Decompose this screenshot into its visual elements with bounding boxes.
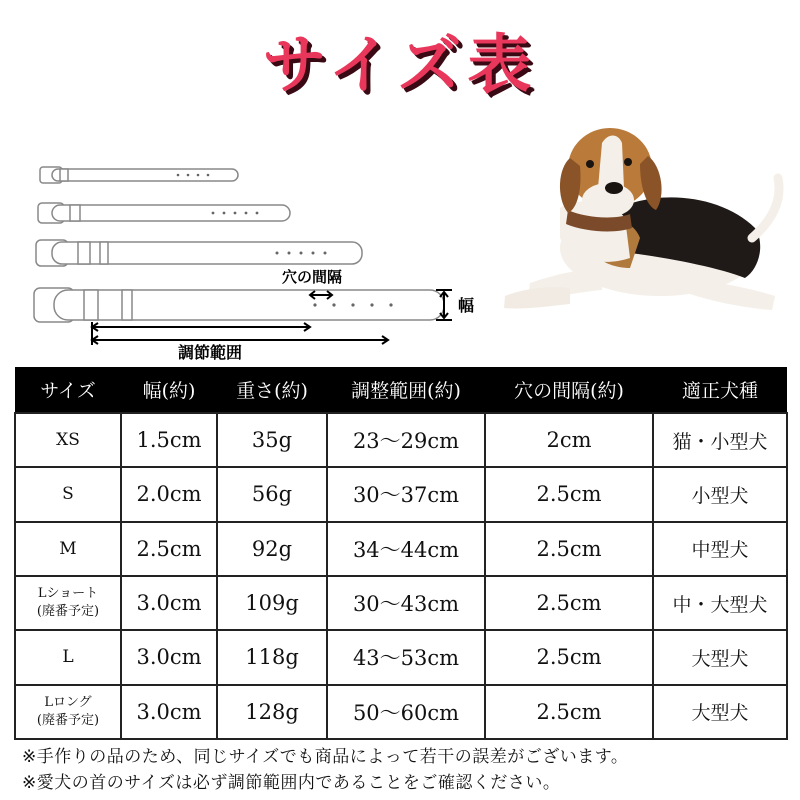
breed-cell: 中・大型犬 (653, 576, 787, 630)
note-line: ※愛犬の首のサイズは必ず調節範囲内であることをご確認ください。 (22, 773, 561, 793)
adjust-range-arrow (92, 322, 388, 345)
breed-cell: 猫・小型犬 (653, 413, 787, 467)
header-width: 幅(約) (121, 367, 217, 413)
size-name: Lショート (37, 586, 99, 602)
collar-s-illustration (38, 203, 290, 223)
spacing-cell: 2.5cm (485, 576, 653, 630)
table-header-row (15, 367, 787, 413)
adjust-range-label: 調節範囲 (178, 343, 243, 360)
breed-cell: 大型犬 (653, 630, 787, 684)
range-cell: 43～53cm (327, 630, 485, 684)
table-row (15, 413, 787, 467)
table-row (15, 522, 787, 576)
spacing-cell: 2.5cm (485, 630, 653, 684)
table-row (15, 467, 787, 521)
size-cell: M (15, 522, 121, 576)
beagle-dog-photo (490, 118, 790, 323)
width-cell: 3.0cm (121, 576, 217, 630)
collar-diagram (30, 150, 500, 360)
header-breed: 適正犬種 (653, 367, 787, 413)
table-row (15, 576, 787, 630)
header-hole-spacing: 穴の間隔(約) (485, 367, 653, 413)
breed-cell: 小型犬 (653, 467, 787, 521)
page-title: サイズ表 (262, 29, 538, 103)
weight-cell: 92g (217, 522, 327, 576)
size-note: (廃番予定) (36, 712, 100, 728)
size-cell (15, 685, 121, 739)
width-cell: 3.0cm (121, 685, 217, 739)
collar-xs-illustration (40, 167, 238, 183)
hole-spacing-label: 穴の間隔 (282, 268, 343, 286)
size-cell: S (15, 467, 121, 521)
spacing-cell: 2.5cm (485, 467, 653, 521)
width-label: 幅 (458, 296, 475, 315)
breed-cell: 大型犬 (653, 685, 787, 739)
weight-cell: 118g (217, 630, 327, 684)
collar-m-illustration (36, 240, 362, 266)
size-note: (廃番予定) (36, 604, 100, 620)
spacing-cell: 2cm (485, 413, 653, 467)
spacing-cell: 2.5cm (485, 522, 653, 576)
size-cell: XS (15, 413, 121, 467)
width-cell: 2.5cm (121, 522, 217, 576)
weight-cell: 109g (217, 576, 327, 630)
size-name: Lロング (44, 694, 92, 710)
collar-l-illustration (34, 288, 444, 322)
range-cell: 50～60cm (327, 685, 485, 739)
width-cell: 2.0cm (121, 467, 217, 521)
size-table (14, 367, 788, 740)
header-size: サイズ (15, 367, 121, 413)
range-cell: 30～37cm (327, 467, 485, 521)
width-cell: 3.0cm (121, 630, 217, 684)
size-cell (15, 576, 121, 630)
weight-cell: 35g (217, 413, 327, 467)
range-cell: 34～44cm (327, 522, 485, 576)
breed-cell: 中型犬 (653, 522, 787, 576)
width-cell: 1.5cm (121, 413, 217, 467)
range-cell: 30～43cm (327, 576, 485, 630)
header-weight: 重さ(約) (217, 367, 327, 413)
range-cell: 23～29cm (327, 413, 485, 467)
table-row (15, 630, 787, 684)
weight-cell: 56g (217, 467, 327, 521)
notes (22, 744, 792, 796)
table-row (15, 685, 787, 739)
header-adjust-range: 調整範囲(約) (327, 367, 485, 413)
note-line: ※手作りの品のため、同じサイズでも商品によって若干の誤差がございます。 (22, 747, 629, 767)
size-cell: L (15, 630, 121, 684)
spacing-cell: 2.5cm (485, 685, 653, 739)
weight-cell: 128g (217, 685, 327, 739)
